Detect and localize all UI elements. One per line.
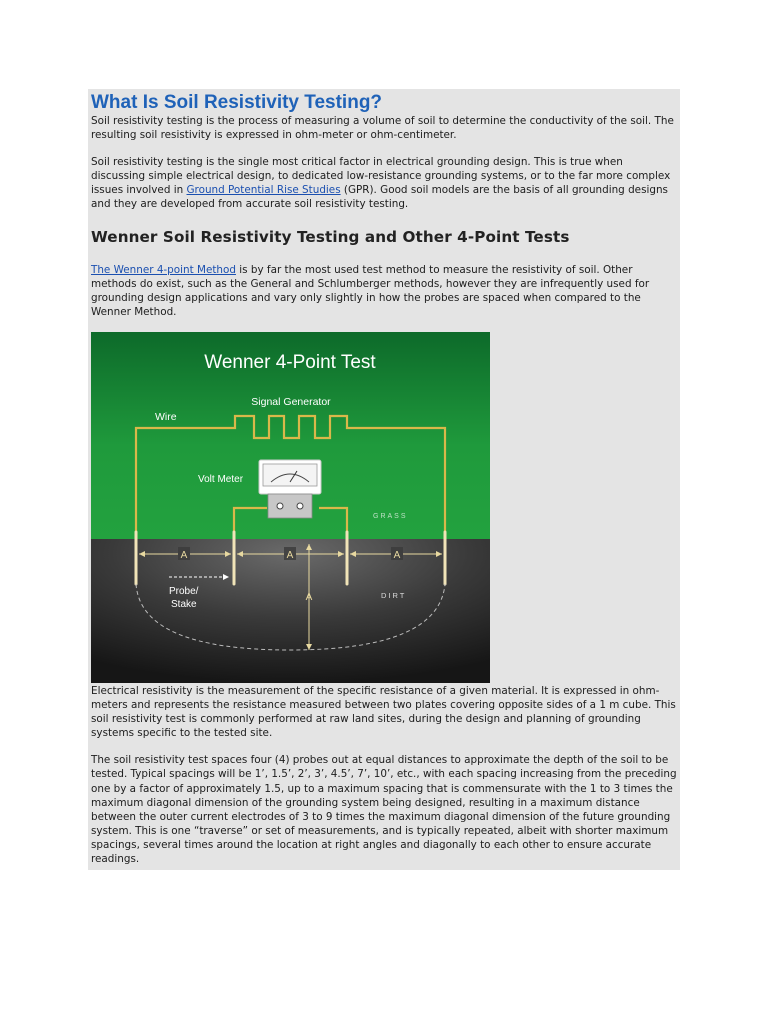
wenner-method-link[interactable]: The Wenner 4-point Method (91, 263, 236, 276)
page-title: What Is Soil Resistivity Testing? (91, 92, 383, 113)
spacing-paragraph: The soil resistivity test spaces four (4) probes out at equal distances to approximate the depth of the soil to be tested. Typical spacings will be 1’, 1.5’, 2’, 3’, 4.5’, 7’, 10’, etc., with each spacing increasing from the preceding one by a factor of approximately 1.5, up to a maximum spacing that is commensurate with the 1 to 3 times the maximum diagonal dimension of the grounding system being designed, resulting in a maximum distance between the outer current electrodes of 3 to 9 times the maximum diagonal dimension of the future grounding system. This is one “traverse” or set of measurements, and is typically repeated, albeit with shorter maximum spacings, several times around the location at right angles and diagonally to each other to ensure accurate readings. (91, 754, 677, 865)
spacing-label-2: A (286, 549, 294, 561)
depth-label: A (305, 591, 313, 603)
dirt-label: DIRT (381, 590, 407, 600)
grounding-paragraph (91, 155, 678, 211)
volt-meter-icon (259, 460, 321, 518)
gpr-studies-link[interactable]: Ground Potential Rise Studies (186, 184, 341, 197)
grass-label: GRASS (373, 512, 408, 520)
paragraph-text: (GPR). Good soil models are the basis of all grounding designs and they are developed from accurate soil resistivity testing. (91, 184, 668, 211)
wire-label: Wire (155, 410, 177, 423)
wenner-paragraph (91, 263, 678, 319)
volt-meter-label: Volt Meter (198, 473, 244, 485)
paragraph-text: Soil resistivity testing is the single most critical factor in electrical grounding design. This is true when discussing simple electrical design, to dedicated low-resistance grounding systems, or to the far more complex issues involved in (91, 156, 671, 197)
article (88, 89, 680, 870)
diagram-title: Wenner 4-Point Test (204, 351, 376, 373)
wenner-diagram (91, 332, 490, 683)
spacing-label-1: A (180, 549, 188, 561)
paragraph-text: is by far the most used test method to measure the resistivity of soil. Other methods do exist, such as the General and Schlumberger methods, however they are infrequently used for grounding design applications and vary only slightly in how the probes are spaced when compared to the Wenner Method. (91, 263, 650, 318)
intro-paragraph: Soil resistivity testing is the process of measuring a volume of soil to determine the conductivity of the soil. The resulting soil resistivity is expressed in ohm-meter or ohm-centimeter. (91, 115, 674, 142)
section-heading: Wenner Soil Resistivity Testing and Other 4-Point Tests (91, 227, 570, 246)
probe-label-line1: Probe/ (169, 585, 199, 597)
probe-label-line2: Stake (171, 598, 197, 610)
signal-generator-label: Signal Generator (251, 395, 331, 408)
resistivity-paragraph: Electrical resistivity is the measurement of the specific resistance of a given material. It is expressed in ohm-meters and represents the resistance measured between two plates covering opposite sides of a 1 m cube. This soil resistivity test is commonly performed at raw land sites, during the design and planning of grounding systems specific to the tested site. (91, 684, 676, 740)
spacing-label-3: A (393, 549, 401, 561)
